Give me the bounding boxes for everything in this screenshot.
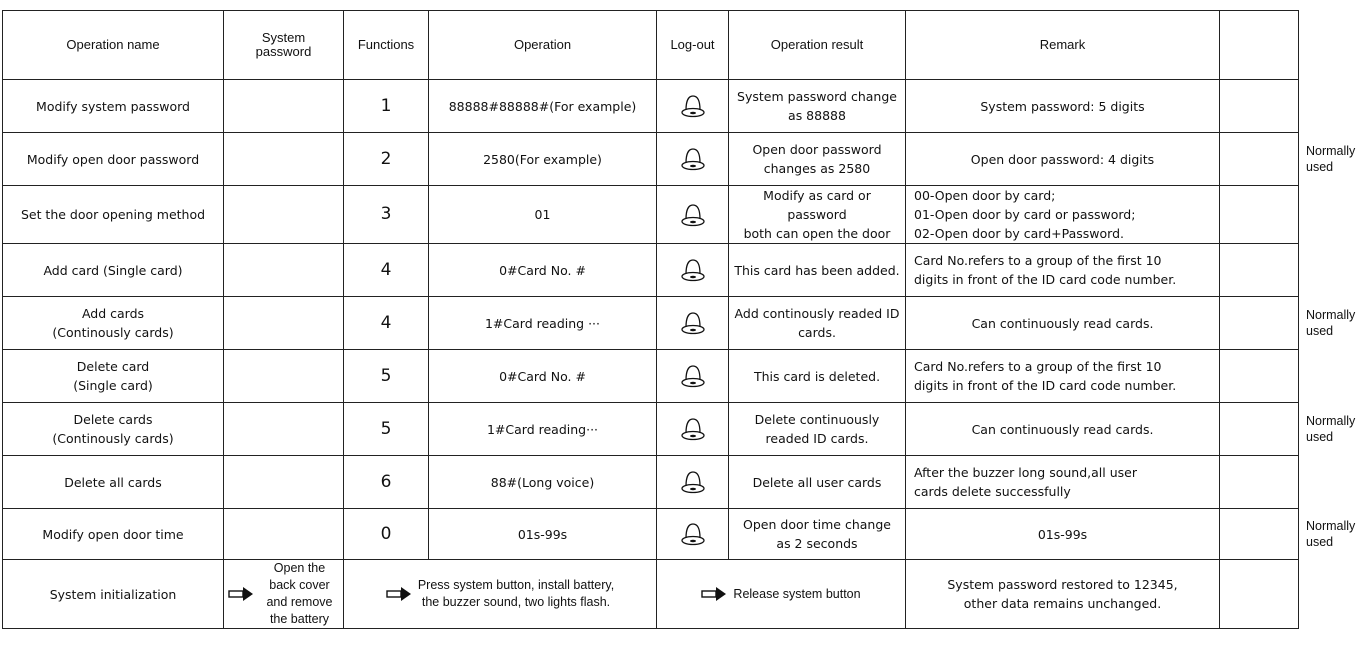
header-row [3,11,1299,80]
row-blank [1220,403,1299,456]
row-system-password [224,186,344,244]
header-operation: Operation [429,11,657,80]
row-system-password [224,403,344,456]
table-row [3,244,1299,297]
row-function-number: 5 [344,403,429,456]
row-logout [657,133,729,186]
row-function-number: 2 [344,133,429,186]
row-operation-name: Add cards (Continously cards) [3,297,224,350]
row-function-number: 1 [344,80,429,133]
row-operation-name: System initialization [3,560,224,629]
row-system-password [224,509,344,560]
row-remark: Open door password: 4 digits [906,133,1220,186]
header-logout: Log-out [657,11,729,80]
bell-icon [680,310,706,336]
bell-icon [680,416,706,442]
init-step-1 [224,560,344,629]
row-operation: 1#Card reading··· [429,403,657,456]
row-operation-result: Open door password changes as 2580 [729,133,906,186]
init-step-3-text: Release system button [733,586,861,601]
normally-used-note: Normally used [1306,414,1356,444]
row-blank [1220,350,1299,403]
table-row [3,80,1299,133]
header-operation-result: Operation result [729,11,906,80]
row-remark: After the buzzer long sound,all user cards delete successfully [906,456,1220,509]
row-operation: 01s-99s [429,509,657,560]
row-operation: 0#Card No. # [429,350,657,403]
row-operation-name: Modify open door time [3,509,224,560]
bell-icon [680,521,706,547]
row-blank [1220,133,1299,186]
row-remark: 00-Open door by card; 01-Open door by card or password; 02-Open door by card+Password. [906,186,1220,244]
bell-icon [680,93,706,119]
row-operation-name: Set the door opening method [3,186,224,244]
init-step-2 [344,560,657,629]
row-logout [657,186,729,244]
row-operation-name: Add card (Single card) [3,244,224,297]
normally-used-note: Normally used [1306,519,1356,549]
row-blank [1220,560,1299,629]
row-logout [657,244,729,297]
bell-icon [680,202,706,228]
row-operation-result: Open door time change as 2 seconds [729,509,906,560]
header-functions: Functions [344,11,429,80]
row-remark: Can continuously read cards. [906,297,1220,350]
row-logout [657,80,729,133]
row-operation-name: Delete all cards [3,456,224,509]
row-remark: Card No.refers to a group of the first 10 digits in front of the ID card code number. [906,350,1220,403]
row-operation-name: Modify open door password [3,133,224,186]
table-row [3,403,1299,456]
row-blank [1220,509,1299,560]
table-row [3,186,1299,244]
operation-table [2,10,1299,629]
row-remark: System password restored to 12345, other data remains unchanged. [906,560,1220,629]
row-remark: Card No.refers to a group of the first 10 digits in front of the ID card code number. [906,244,1220,297]
arrow-right-icon [386,587,412,601]
normally-used-note: Normally used [1306,144,1356,174]
bell-icon [680,363,706,389]
arrow-right-icon [701,587,727,601]
row-operation-name: Delete card (Single card) [3,350,224,403]
header-blank [1220,11,1299,80]
init-step-1-text: Open the back cover and remove the battery [266,561,333,626]
table-row [3,297,1299,350]
init-step-3 [657,560,906,629]
row-operation-result: Delete continuously readed ID cards. [729,403,906,456]
header-operation-name: Operation name [3,11,224,80]
row-function-number: 3 [344,186,429,244]
header-system-password: System password [224,11,344,80]
row-system-password [224,133,344,186]
row-operation: 2580(For example) [429,133,657,186]
row-operation: 88888#88888#(For example) [429,80,657,133]
row-operation-result: System password change as 88888 [729,80,906,133]
row-system-password [224,456,344,509]
row-logout [657,456,729,509]
table-row-initialization [3,560,1299,629]
init-step-2-text: Press system button, install battery, the buzzer sound, two lights flash. [417,578,615,609]
table-row [3,350,1299,403]
row-operation: 01 [429,186,657,244]
row-operation-result: Add continously readed ID cards. [729,297,906,350]
bell-icon [680,257,706,283]
row-operation-name: Modify system password [3,80,224,133]
arrow-right-icon [228,587,254,601]
row-function-number: 4 [344,244,429,297]
table-row [3,133,1299,186]
row-operation-result: This card has been added. [729,244,906,297]
row-system-password [224,244,344,297]
normally-used-note: Normally used [1306,308,1356,338]
row-function-number: 0 [344,509,429,560]
table-row [3,509,1299,560]
row-system-password [224,297,344,350]
row-operation-name: Delete cards (Continously cards) [3,403,224,456]
row-logout [657,509,729,560]
row-system-password [224,350,344,403]
row-remark: Can continuously read cards. [906,403,1220,456]
row-logout [657,403,729,456]
row-operation: 1#Card reading ··· [429,297,657,350]
row-operation-result: Modify as card or password both can open the door [729,186,906,244]
bell-icon [680,146,706,172]
row-blank [1220,186,1299,244]
bell-icon [680,469,706,495]
row-remark: System password: 5 digits [906,80,1220,133]
row-logout [657,297,729,350]
row-operation: 0#Card No. # [429,244,657,297]
table-row [3,456,1299,509]
row-blank [1220,297,1299,350]
row-system-password [224,80,344,133]
row-blank [1220,244,1299,297]
header-remark: Remark [906,11,1220,80]
row-remark: 01s-99s [906,509,1220,560]
row-operation-result: This card is deleted. [729,350,906,403]
row-operation-result: Delete all user cards [729,456,906,509]
row-blank [1220,80,1299,133]
row-logout [657,350,729,403]
row-blank [1220,456,1299,509]
row-function-number: 4 [344,297,429,350]
row-function-number: 6 [344,456,429,509]
row-function-number: 5 [344,350,429,403]
row-operation: 88#(Long voice) [429,456,657,509]
